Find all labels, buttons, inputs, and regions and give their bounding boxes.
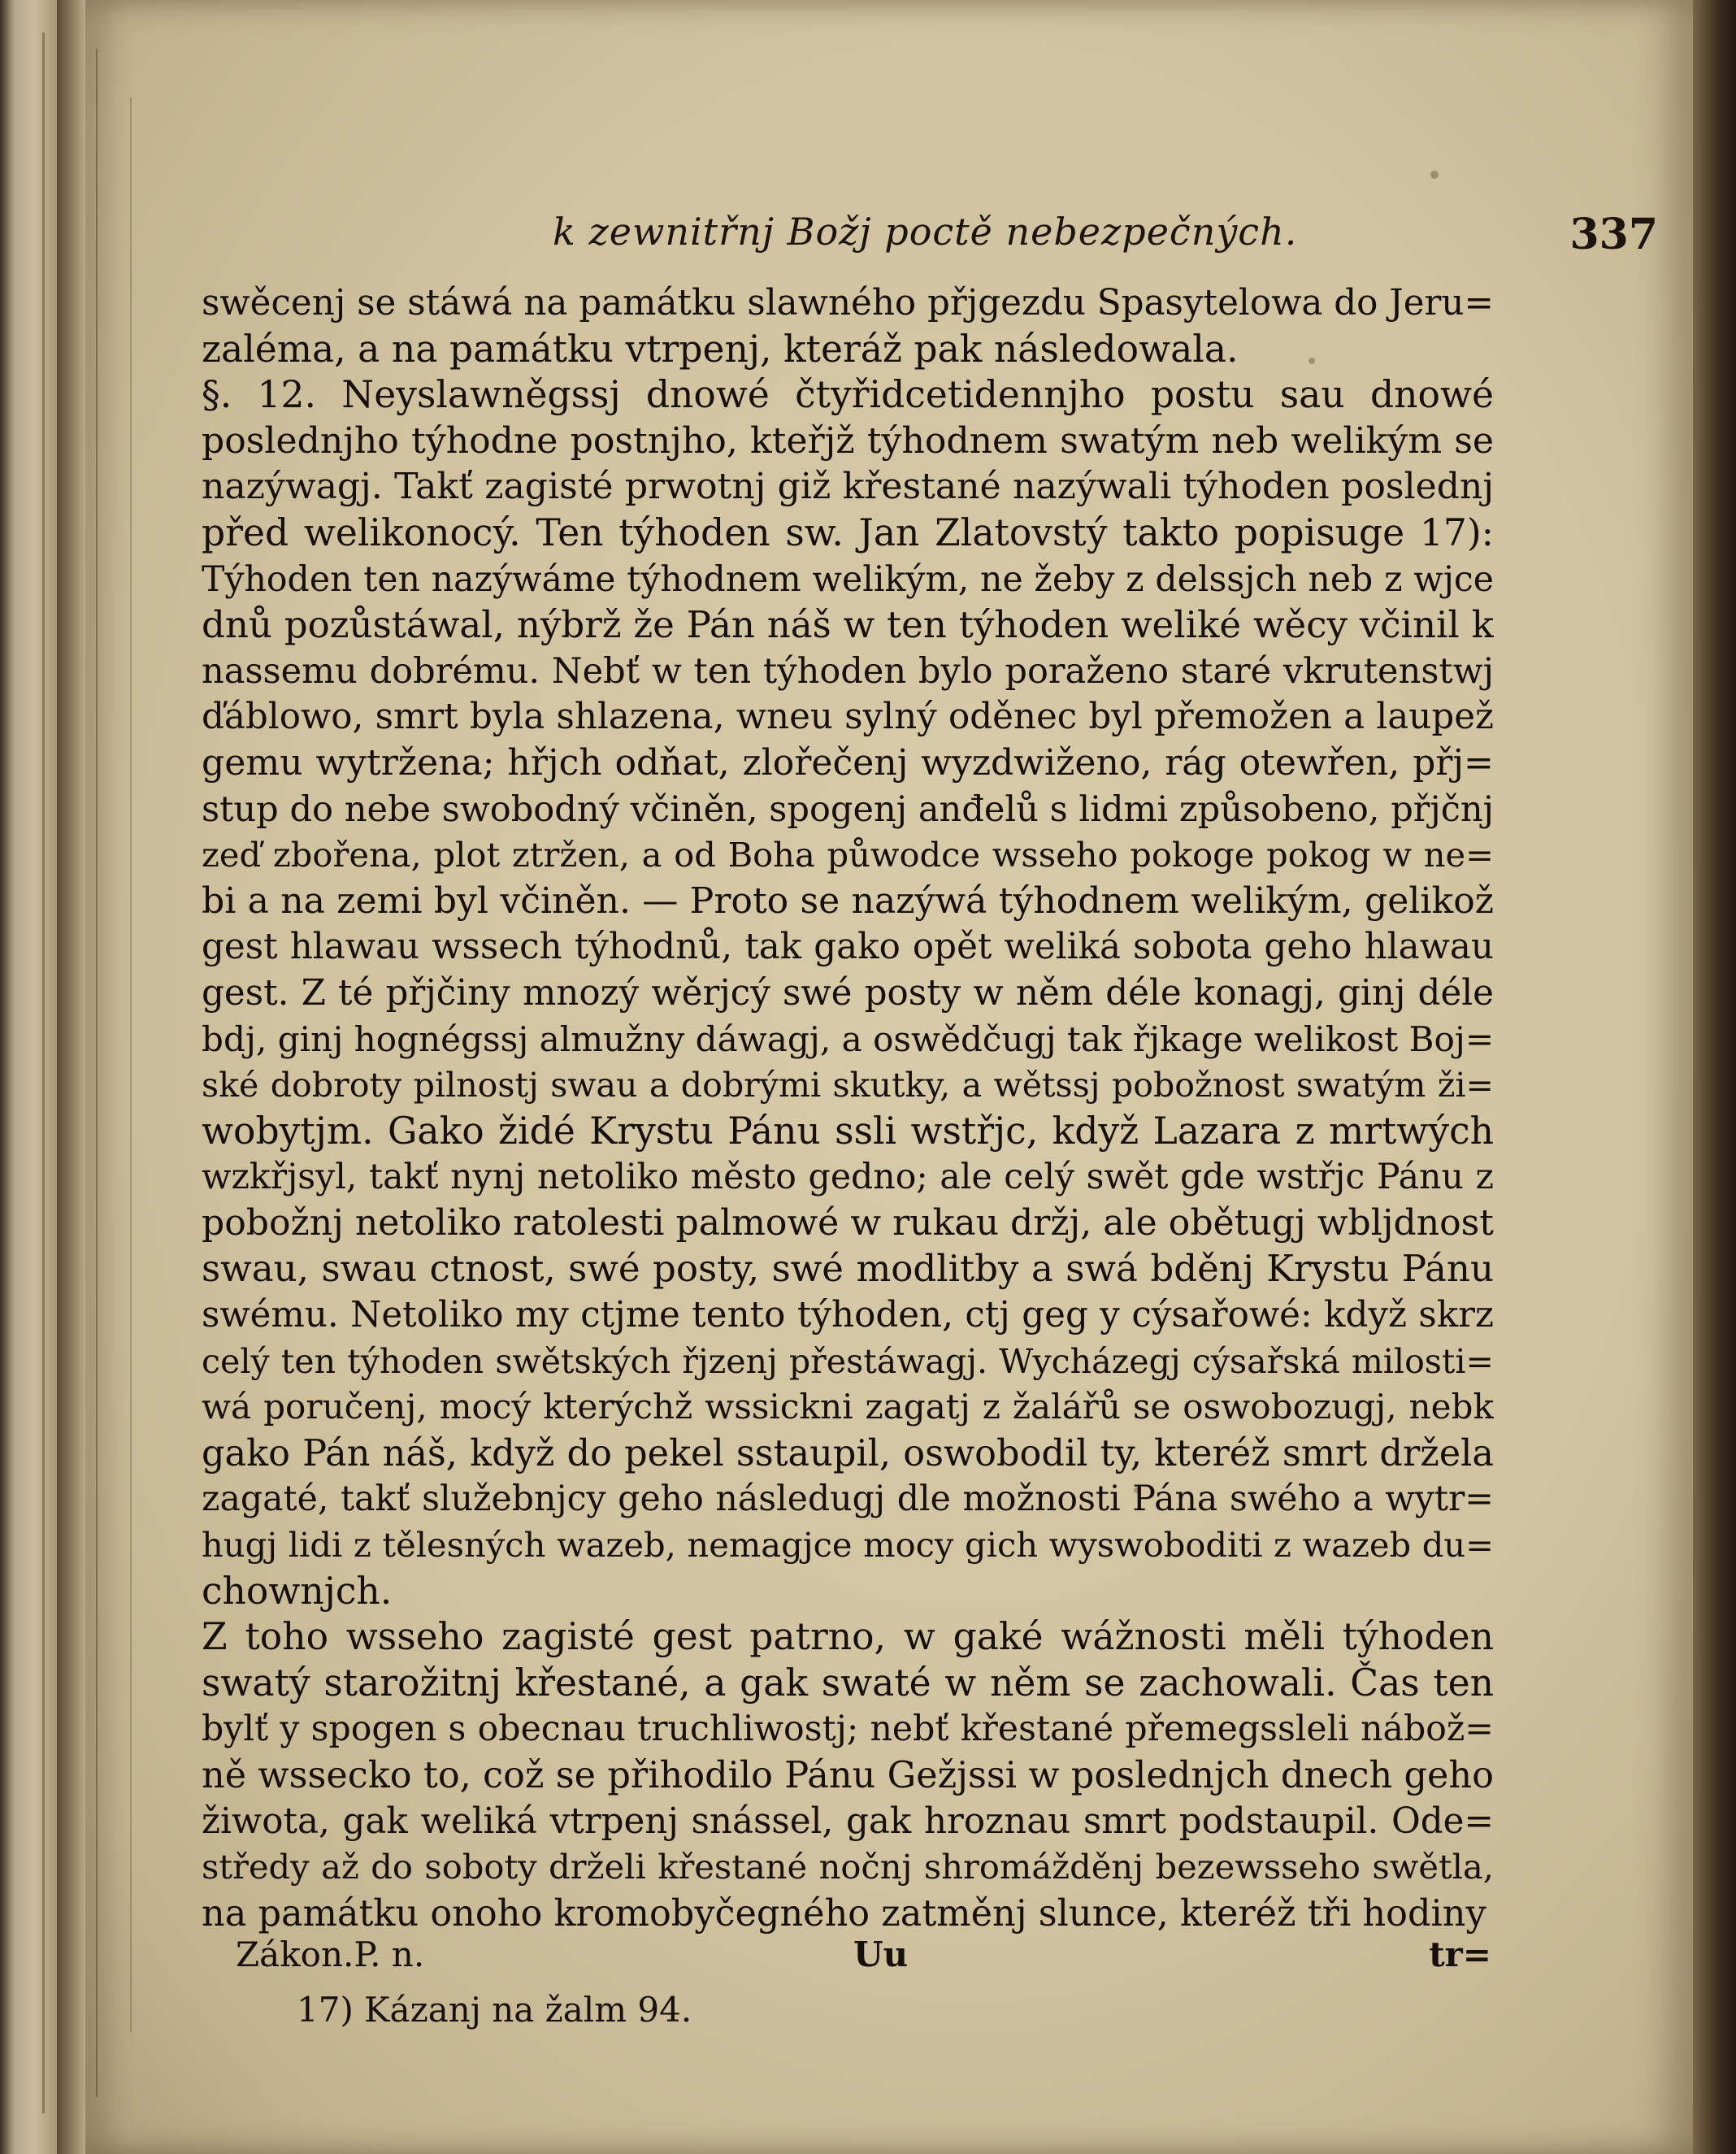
text-line: Týhoden ten nazýwáme týhodnem welikým, ne žeby z delssjch neb z wjce <box>202 558 1494 600</box>
text-line: ďáblowo, smrt byla shlazena, wneu sylný oděnec byl přemožen a laupež <box>202 697 1494 738</box>
text-line: stup do nebe swobodný včiněn, spogenj anđelů s lidmi způsobeno, přjčnj <box>202 788 1494 830</box>
page-header <box>455 210 1674 267</box>
text-line: wobytjm. Gako židé Krystu Pánu ssli wstřjc, když Lazara z mrtwých <box>202 1109 1494 1153</box>
text-line: bylť y spogen s obecnau truchliwostj; nebť křestané přemegssleli nábož= <box>202 1709 1494 1750</box>
page-number: 337 <box>1569 210 1658 259</box>
text-line: gest. Z té přjčiny mnozý wěrjcý swé posty w něm déle konagj, ginj déle <box>202 972 1494 1014</box>
text-line: nassemu dobrému. Nebť w ten týhoden bylo poraženo staré vkrutenstwj <box>202 650 1494 692</box>
text-line: swau, swau ctnost, swé posty, swé modlitby a swá bděnj Krystu Pánu <box>202 1247 1494 1291</box>
running-head: k zewnitřnj Božj poctě nebezpečných. <box>553 210 1298 254</box>
text-line: nazýwagj. Takť zagisté prwotnj giž křestané nazýwali týhoden poslednj <box>202 466 1494 508</box>
text-line: wá poručenj, mocý kterýchž wssickni zagatj z žalářů se oswobozugj, nebk <box>202 1387 1494 1427</box>
text-line: před welikonocý. Ten týhoden sw. Jan Zlatovstý takto popisuge 17): <box>202 510 1494 554</box>
text-line: celý ten týhoden swětských řjzenj přestáwagj. Wycházegj cýsařská milosti= <box>202 1341 1494 1381</box>
text-line: bdj, ginj hognégssj almužny dáwagj, a oswědčugj tak řjkage welikost Boj= <box>202 1018 1494 1059</box>
text-line: swěcenj se stáwá na památku slawného přjgezdu Spasytelowa do Jeru= <box>202 283 1494 324</box>
text-line: pobožnj netoliko ratolesti palmowé w rukau držj, ale obětugj wbljdnost <box>202 1201 1494 1244</box>
text-line: §. 12. Neyslawněgssj dnowé čtyřidcetidennjho postu sau dnowé <box>202 373 1494 417</box>
text-line: Z toho wsseho zagisté gest patrno, w gaké wážnosti měli týhoden <box>202 1615 1494 1659</box>
text-line: bi a na zemi byl včiněn. — Proto se nazýwá týhodnem welikým, gelikož <box>202 879 1494 922</box>
text-line: swatý starožitnj křestané, a gak swaté w něm se zachowali. Čas ten <box>202 1661 1494 1705</box>
text-line: gemu wytržena; hřjch odňat, zlořečenj wyzdwiženo, rág otewřen, přj= <box>202 741 1494 784</box>
text-line: hugj lidi z tělesných wazeb, nemagjce mocy gich wyswoboditi z wazeb du= <box>202 1525 1494 1566</box>
text-line: swému. Netoliko my ctjme tento týhoden, ctj geg y cýsařowé: když skrz <box>202 1295 1494 1336</box>
text-line: poslednjho týhodne postnjho, kteřjž týhodnem swatým neb welikým se <box>202 419 1494 462</box>
footnote: 17) Kázanj na žalm 94. <box>297 1990 692 2030</box>
text-line: ské dobroty pilnostj swau a dobrými skutky, a wětssj pobožnost swatým ži= <box>202 1066 1494 1105</box>
text-line: ně wssecko to, což se přihodilo Pánu Gežjssi w poslednjch dnech geho <box>202 1754 1494 1796</box>
text-line: chownjch. <box>202 1569 393 1613</box>
right-binding-edge <box>1693 0 1736 2154</box>
text-line: žiwota, gak weliká vtrpenj snássel, gak hroznau smrt podstaupil. Ode= <box>202 1800 1494 1842</box>
left-margin-rule-lines <box>0 0 163 2154</box>
text-line: wzkřjsyl, takť nynj netoliko město gedno; ale celý swět gde wstřjc Pánu z <box>202 1157 1494 1198</box>
text-line: zagaté, takť služebnjcy geho následugj dle možnosti Pána swého a wytr= <box>202 1479 1494 1520</box>
paper-speck <box>1430 171 1439 179</box>
body-text <box>202 280 1494 1936</box>
text-line: zaléma, a na památku vtrpenj, kteráž pak následowala. <box>202 327 1239 371</box>
text-line: gako Pán náš, když do pekel sstaupil, oswobodil ty, kteréž smrt držela <box>202 1431 1494 1474</box>
text-line: zeď zbořena, plot ztržen, a od Boha půwodce wsseho pokoge pokog w ne= <box>202 835 1494 875</box>
text-line: gest hlawau wssech týhodnů, tak gako opět weliká sobota geho hlawau <box>202 927 1494 968</box>
signature-title: Zákon.P. n. <box>236 1935 425 1974</box>
text-line: dnů pozůstáwal, nýbrž že Pán náš w ten týhoden weliké wěcy včinil k <box>202 603 1494 647</box>
text-line: na památku onoho kromobyčegného zatměnj slunce, kteréž tři hodiny <box>202 1891 1486 1935</box>
signature-mark: Uu <box>853 1935 909 1974</box>
text-line: středy až do soboty drželi křestané nočnj shromážděnj bezewsseho swětla, <box>202 1847 1494 1887</box>
catchword: tr= <box>1429 1935 1491 1974</box>
signature-line <box>236 1935 1491 1983</box>
